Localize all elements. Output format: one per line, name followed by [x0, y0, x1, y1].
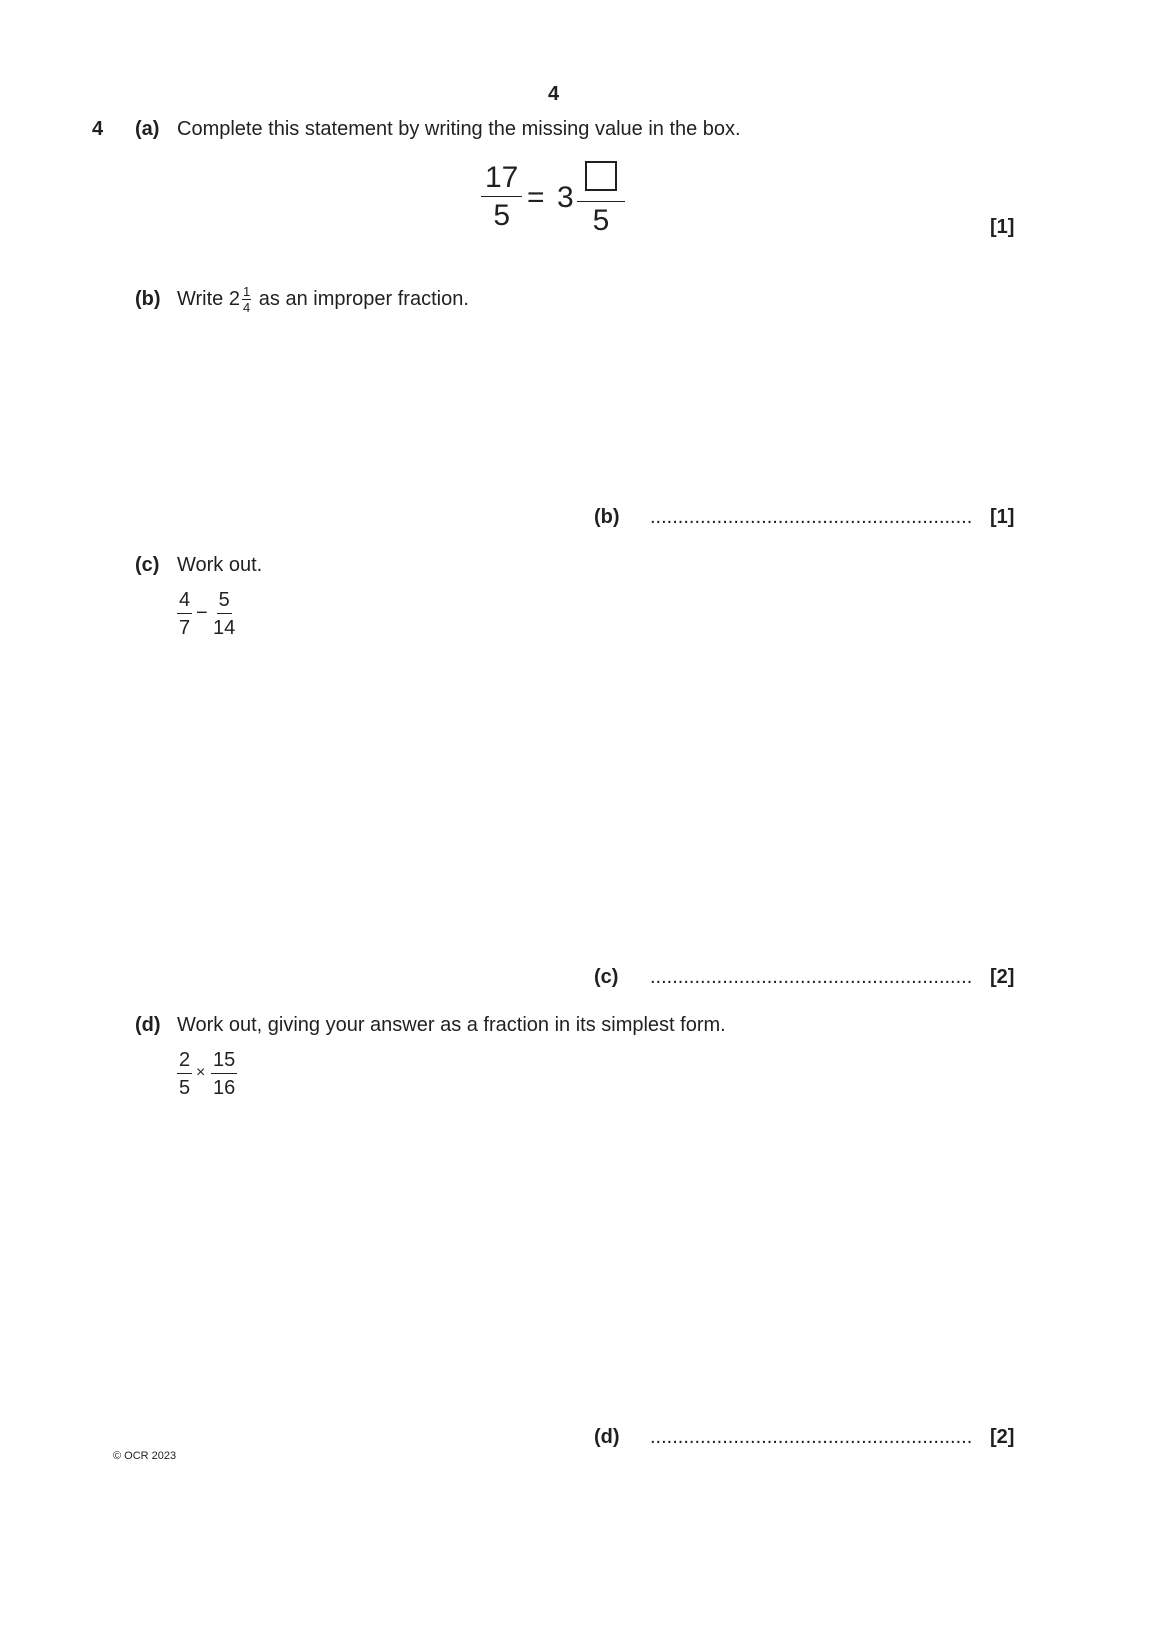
- denominator: 5: [493, 199, 511, 232]
- part-a-marks: [1]: [990, 216, 1015, 238]
- part-d-prompt: Work out, giving your answer as a fraction in its simplest form.: [177, 1014, 726, 1036]
- denominator: 7: [179, 617, 191, 639]
- question-number: 4: [92, 118, 104, 140]
- fraction-17-5: [481, 163, 522, 231]
- numerator: 17: [481, 163, 522, 197]
- part-d-answer-label: (d): [594, 1426, 620, 1448]
- mixed-whole: 2: [228, 288, 240, 310]
- minus-sign: −: [196, 602, 208, 624]
- numerator: 4: [177, 590, 192, 614]
- part-b-answer-label: (b): [594, 506, 620, 528]
- part-c-answer-line[interactable]: ..........................................................: [650, 967, 973, 987]
- part-d-marks: [2]: [990, 1426, 1015, 1448]
- denominator: 5: [592, 204, 610, 237]
- numerator: 2: [177, 1050, 192, 1074]
- numerator: 15: [211, 1050, 237, 1074]
- denominator: 4: [243, 300, 251, 316]
- part-b-prompt: [177, 280, 469, 318]
- part-b-marks: [1]: [990, 506, 1015, 528]
- denominator: 5: [179, 1077, 191, 1099]
- part-d-answer-line[interactable]: ..........................................................: [650, 1427, 973, 1447]
- prompt-text: as an improper fraction.: [258, 288, 469, 310]
- fraction-5-14: [213, 590, 235, 638]
- part-c-label: (c): [135, 554, 160, 576]
- mixed-fraction: [577, 161, 625, 236]
- part-d-label: (d): [135, 1014, 161, 1036]
- fraction-2-5: [177, 1050, 192, 1098]
- prompt-text: Write: [177, 288, 224, 310]
- answer-box[interactable]: [585, 161, 617, 191]
- fraction-4-7: [177, 590, 192, 638]
- times-sign: ×: [196, 1064, 206, 1081]
- page-number: 4: [548, 83, 560, 105]
- part-c-marks: [2]: [990, 966, 1015, 988]
- numerator: 1: [243, 284, 251, 300]
- part-c-answer-label: (c): [594, 966, 619, 988]
- part-b-answer-line[interactable]: ..........................................................: [650, 507, 973, 527]
- part-a-label: (a): [135, 118, 160, 140]
- copyright-footer: © OCR 2023: [113, 1450, 177, 1462]
- denominator: 14: [213, 617, 236, 639]
- part-c-prompt: Work out.: [177, 554, 263, 576]
- small-fraction: [242, 285, 251, 314]
- part-a-prompt: Complete this statement by writing the missing value in the box.: [177, 118, 741, 140]
- equals-sign: =: [527, 181, 545, 214]
- denominator: 16: [213, 1077, 236, 1099]
- part-b-label: (b): [135, 288, 161, 310]
- fraction-15-16: [211, 1050, 237, 1098]
- numerator: 5: [217, 590, 232, 614]
- whole-number: 3: [557, 181, 574, 214]
